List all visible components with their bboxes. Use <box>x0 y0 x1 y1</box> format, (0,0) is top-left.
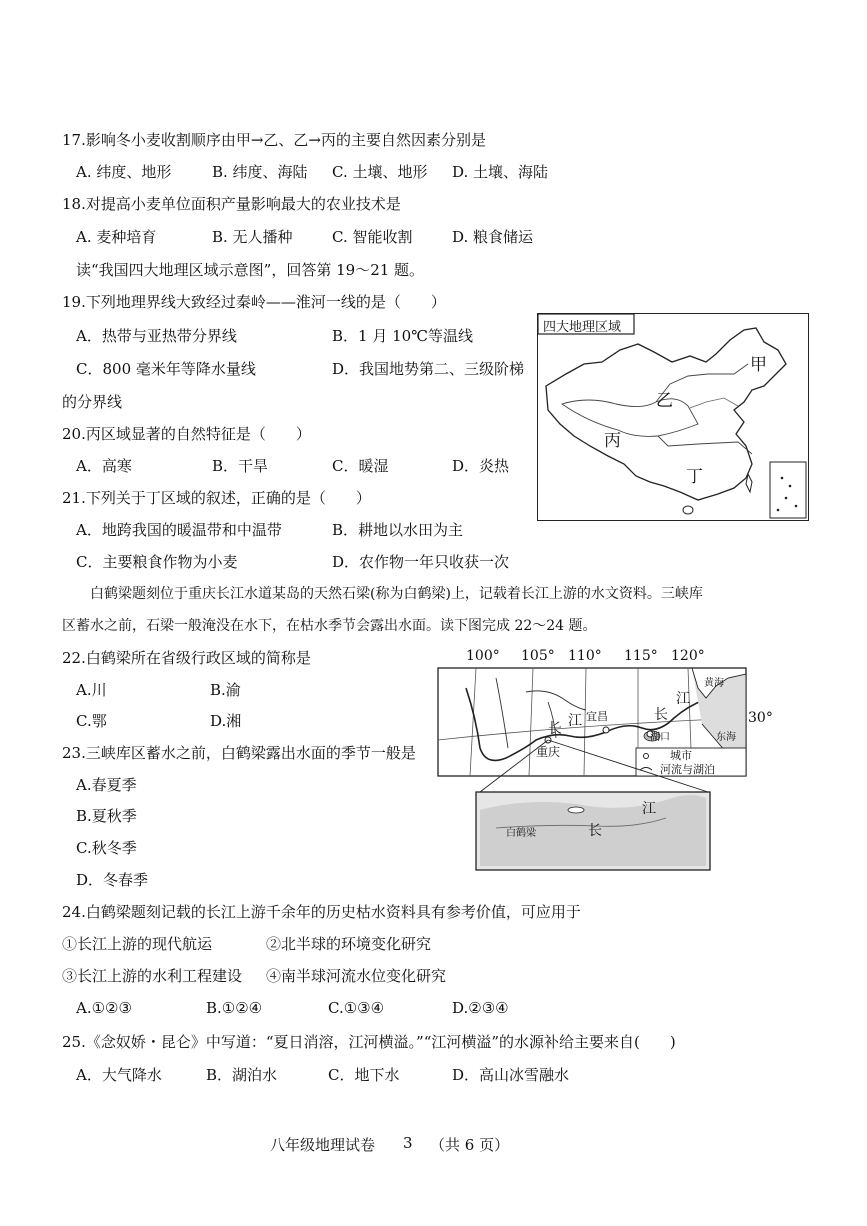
map2-jiang-1: 江 <box>568 713 582 729</box>
q18-option-a[interactable]: A. 麦种培育 <box>76 228 157 246</box>
legend-city: 城市 <box>670 749 692 762</box>
q17-option-b[interactable]: B. 纬度、海陆 <box>212 163 308 181</box>
q18-option-b[interactable]: B. 无人播种 <box>212 228 293 246</box>
inset-baiheliang: 白鹤梁 <box>506 828 536 839</box>
q24-item-3: ③长江上游的水利工程建设 <box>62 967 243 985</box>
four-regions-map <box>537 313 809 521</box>
q17-option-d[interactable]: D. 土壤、海陆 <box>452 163 549 181</box>
q20-stem: 20.丙区域显著的自然特征是（ ） <box>62 425 311 443</box>
map2-chang-2: 长 <box>654 707 668 723</box>
region-bing-label: 丙 <box>604 431 621 451</box>
q17-stem: 17.影响冬小麦收割顺序由甲→乙、乙→丙的主要自然因素分别是 <box>62 131 486 149</box>
q24-option-a[interactable]: A.①②③ <box>76 999 132 1017</box>
q19-option-a[interactable]: A．热带与亚热带分界线 <box>76 327 237 345</box>
inset-chang: 长 <box>588 823 602 839</box>
footer-title: 八年级地理试卷 <box>270 1136 376 1154</box>
q18-option-d[interactable]: D. 粮食储运 <box>452 228 534 246</box>
footer-total: （共 6 页） <box>430 1136 510 1154</box>
q19-option-d[interactable]: D．我国地势第二、三级阶梯 <box>332 360 525 378</box>
region-yi-label: 乙 <box>656 391 673 411</box>
q20-option-c[interactable]: C．暖湿 <box>332 457 389 475</box>
q24-stem: 24.白鹤梁题刻记载的长江上游千余年的历史枯水资料具有参考价值，可应用于 <box>62 903 581 921</box>
inset-island <box>568 807 584 813</box>
lon-110: 110° <box>568 648 602 664</box>
map2-sea: 黄海 <box>704 678 724 689</box>
lon-120: 120° <box>671 648 705 664</box>
map2-hukou: 湖口 <box>650 732 670 743</box>
region-jia-label: 甲 <box>750 355 767 375</box>
q18-option-c[interactable]: C. 智能收割 <box>332 228 413 246</box>
lon-105: 105° <box>521 648 555 664</box>
q21-option-a[interactable]: A．地跨我国的暖温带和中温带 <box>76 521 282 539</box>
q20-option-d[interactable]: D．炎热 <box>452 457 510 475</box>
q24-item-2: ②北半球的环境变化研究 <box>266 935 432 953</box>
q22-option-c[interactable]: C.鄂 <box>76 712 107 730</box>
q19-stem: 19.下列地理界线大致经过秦岭——淮河一线的是（ ） <box>62 293 446 311</box>
q23-stem: 23.三峡库区蓄水之前，白鹤梁露出水面的季节一般是 <box>62 744 416 762</box>
q24-option-b[interactable]: B.①②④ <box>206 999 263 1017</box>
q25-option-b[interactable]: B．湖泊水 <box>206 1066 278 1084</box>
q23-option-b[interactable]: B.夏秋季 <box>76 807 137 825</box>
map1-title: 四大地理区域 <box>543 320 622 335</box>
lon-100: 100° <box>466 648 500 664</box>
q22-option-b[interactable]: B.渝 <box>210 681 241 699</box>
map2-chang-1: 长 <box>548 721 562 737</box>
intro-19-21: 读“我国四大地理区域示意图”，回答第 19～21 题。 <box>76 261 425 279</box>
q23-option-c[interactable]: C.秋冬季 <box>76 839 137 857</box>
yangtze-map <box>436 648 773 876</box>
yichang-dot <box>603 727 609 733</box>
q19-option-d-cont: 的分界线 <box>62 393 123 411</box>
q24-item-1: ①长江上游的现代航运 <box>62 935 213 953</box>
map2-chongqing: 重庆 <box>536 745 561 759</box>
q19-option-b[interactable]: B．1 月 10℃等温线 <box>332 327 473 345</box>
q24-item-4: ④南半球河流水位变化研究 <box>266 967 447 985</box>
q22-stem: 22.白鹤梁所在省级行政区域的简称是 <box>62 649 311 667</box>
q24-option-c[interactable]: C.①③④ <box>328 999 385 1017</box>
q17-option-c[interactable]: C. 土壤、地形 <box>332 163 428 181</box>
q24-option-d[interactable]: D.②③④ <box>452 999 509 1017</box>
q22-option-a[interactable]: A.川 <box>76 681 107 699</box>
q25-option-c[interactable]: C．地下水 <box>328 1066 400 1084</box>
q25-stem: 25.《念奴娇・昆仑》中写道：“夏日消溶，江河横溢。”“江河横溢”的水源补给主要来自( ) <box>62 1033 676 1051</box>
q23-option-a[interactable]: A.春夏季 <box>76 776 137 794</box>
passage-line-2: 区蓄水之前，石梁一般淹没在水下，在枯水季节会露出水面。读下图完成 22～24 题。 <box>62 618 597 634</box>
q21-stem: 21.下列关于丁区域的叙述，正确的是（ ） <box>62 489 371 507</box>
lon-115: 115° <box>624 648 658 664</box>
passage-line-1: 白鹤梁题刻位于重庆长江水道某岛的天然石梁(称为白鹤梁)上，记载着长江上游的水文资料。三峡库 <box>90 586 703 602</box>
legend-river-lake: 河流与湖泊 <box>660 763 715 776</box>
region-ding-label: 丁 <box>686 467 703 487</box>
map2-jiang-2: 江 <box>676 691 690 707</box>
hainan-island <box>683 506 693 514</box>
q18-stem: 18.对提高小麦单位面积产量影响最大的农业技术是 <box>62 195 401 213</box>
inset-jiang: 江 <box>642 801 656 817</box>
footer-page: 3 <box>403 1134 413 1152</box>
q21-option-d[interactable]: D．农作物一年只收获一次 <box>332 553 510 571</box>
china-outline-map <box>538 314 808 520</box>
q25-option-a[interactable]: A．大气降水 <box>76 1066 162 1084</box>
q20-option-b[interactable]: B．干旱 <box>212 457 269 475</box>
q21-option-b[interactable]: B．耕地以水田为主 <box>332 521 464 539</box>
south-sea-inset <box>770 462 806 518</box>
q17-option-a[interactable]: A. 纬度、地形 <box>76 163 172 181</box>
q20-option-a[interactable]: A．高寒 <box>76 457 132 475</box>
q22-option-d[interactable]: D.湘 <box>210 712 242 730</box>
map2-sea-2: 东海 <box>716 732 736 743</box>
q23-option-d[interactable]: D．冬春季 <box>76 871 149 889</box>
q25-option-d[interactable]: D．高山冰雪融水 <box>452 1066 570 1084</box>
lat-30: 30° <box>748 710 773 726</box>
map2-yichang: 宜昌 <box>586 710 608 723</box>
q21-option-c[interactable]: C．主要粮食作物为小麦 <box>76 553 238 571</box>
q19-option-c[interactable]: C．800 毫米年等降水量线 <box>76 360 256 378</box>
